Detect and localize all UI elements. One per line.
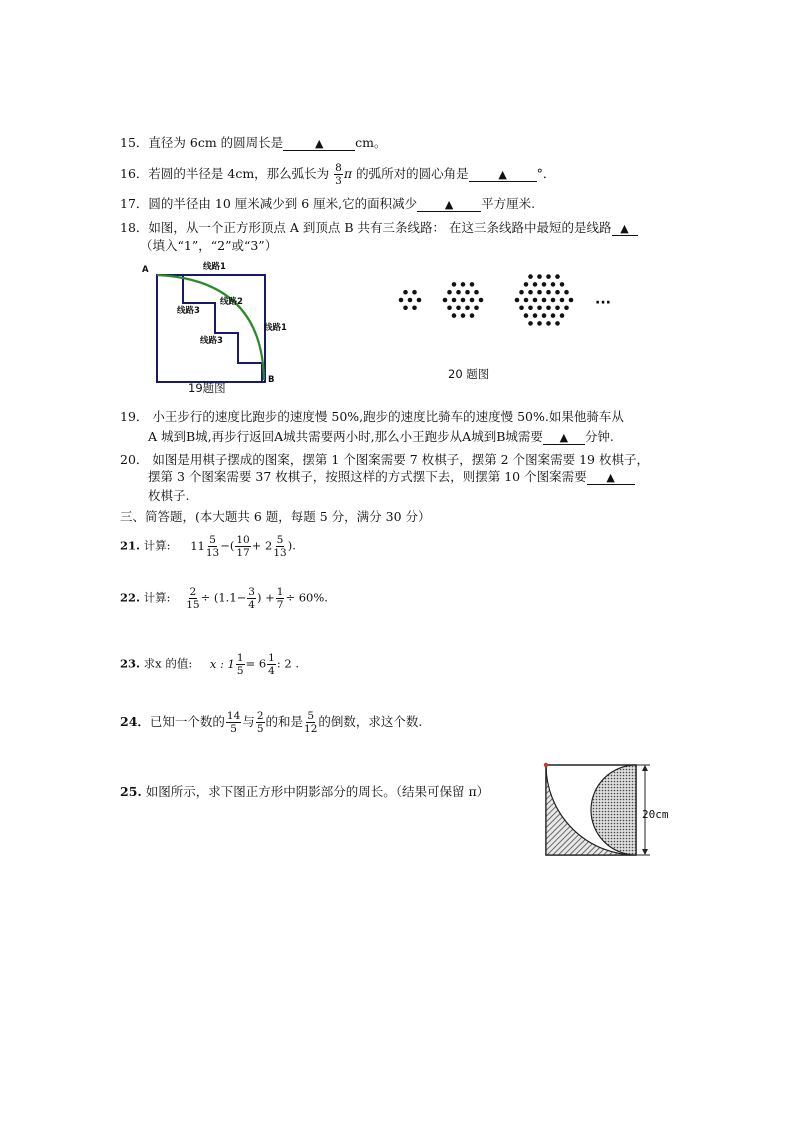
- checker-dot: [470, 282, 475, 287]
- figure-20-caption: 20 题图: [448, 367, 490, 381]
- checker-dot: [528, 290, 533, 295]
- question-15: 15．直径为 6cm 的圆周长是 ▲ cm。: [120, 135, 387, 150]
- checker-dot: [519, 290, 524, 295]
- fraction: $\frac{5}{13}$: [205, 534, 220, 559]
- question-25: 25. 如图所示，求下图正方形中阴影部分的周长。（结果可保留 π）: [120, 784, 490, 799]
- checker-dot: [470, 313, 475, 318]
- fraction: $\frac{10}{17}$: [236, 534, 250, 559]
- checker-dot: [461, 282, 466, 287]
- checker-dot: [465, 290, 470, 295]
- arc-route: [157, 275, 264, 380]
- checker-dot: [519, 306, 524, 311]
- checker-dot: [479, 298, 484, 303]
- answer-blank[interactable]: [612, 221, 638, 236]
- question-20-line3: 枚棋子.: [148, 488, 190, 503]
- question-18: 18．如图，从一个正方形顶点 A 到顶点 B 共有三条线路： 在这三条线路中最短的是线路 ▲: [120, 218, 638, 236]
- section-heading: 三、简答题，(本大题共 6 题，每题 5 分，满分 30 分）: [120, 509, 431, 524]
- fraction: $\frac{1}{7}$: [276, 586, 284, 611]
- answer-blank[interactable]: [587, 470, 635, 485]
- fraction: $\frac{5}{13}$: [273, 534, 287, 559]
- route-2-label: 线路2: [220, 297, 243, 307]
- checker-dot: [533, 282, 538, 287]
- checker-dot: [447, 306, 452, 311]
- checker-dot: [555, 290, 560, 295]
- checker-dot: [528, 321, 533, 326]
- question-20: 20． 如图是用棋子摆成的图案，摆第 1 个图案需要 7 枚棋子，摆第 2 个图案需要 19 枚棋子，: [120, 452, 649, 467]
- point-b-label: B: [268, 375, 275, 385]
- route-3-label: 线路3: [177, 306, 200, 316]
- question-19-line2: A 城到B城,再步行返回A城共需要两小时,那么小王跑步从A城到B城需要 ▲ 分钟.: [148, 429, 614, 444]
- checker-dot: [551, 282, 556, 287]
- ellipsis: ···: [595, 295, 611, 311]
- checker-dot: [399, 298, 404, 303]
- checker-dot: [524, 282, 529, 287]
- answer-blank[interactable]: [283, 136, 355, 151]
- fraction: $\frac{1}{4}$: [268, 652, 275, 677]
- answer-blank[interactable]: [417, 197, 481, 212]
- route-3-label: 线路3: [200, 336, 223, 346]
- checker-dot: [465, 306, 470, 311]
- question-21: 21. 计算: 11 $\frac{5}{13}$ −( $\frac{10}{17}$ + 2 $\frac{5}{13}$ ).: [120, 534, 296, 559]
- question-22: 22. 计算: $\frac{2}{15}$ ÷ (1.1− $\frac{3}{4}$ ) + $\frac{1}{7}$ ÷ 60%.: [120, 586, 328, 611]
- checker-dot: [528, 274, 533, 279]
- checker-dot: [537, 274, 542, 279]
- point-a-label: A: [142, 265, 149, 275]
- checker-dot: [461, 298, 466, 303]
- checker-dot: [456, 306, 461, 311]
- triangle-marker: ▲: [606, 471, 615, 484]
- fraction: $\frac{8}{3}$: [335, 162, 342, 187]
- checker-dot: [533, 298, 538, 303]
- checker-dot: [528, 306, 533, 311]
- checker-dot: [452, 282, 457, 287]
- checker-dot: [452, 298, 457, 303]
- question-19: 19． 小王步行的速度比跑步的速度慢 50%,跑步的速度比骑车的速度慢 50%.如果他骑车从: [120, 409, 624, 424]
- checker-dot: [443, 298, 448, 303]
- checker-dot: [546, 290, 551, 295]
- checker-dot: [569, 298, 574, 303]
- triangle-marker: ▲: [559, 431, 569, 444]
- question-16: 16．若圆的半径是 4cm，那么弧长为 $\frac{8}{3}$ π 的弧所对的圆心角是 ▲ °．: [120, 162, 556, 187]
- checker-dot: [537, 321, 542, 326]
- fraction: $\frac{1}{5}$: [236, 652, 244, 677]
- checker-dot: [564, 290, 569, 295]
- dimension-label: 20cm: [642, 808, 669, 821]
- checker-dot: [412, 290, 417, 295]
- checker-dot: [546, 274, 551, 279]
- route-figure: [140, 258, 290, 398]
- answer-blank[interactable]: [469, 167, 537, 182]
- checker-dot: [555, 274, 560, 279]
- checker-dot: [555, 306, 560, 311]
- checker-dot: [452, 313, 457, 318]
- fraction: $\frac{2}{15}$: [186, 586, 200, 611]
- corner-point: [544, 763, 548, 767]
- checker-dot: [551, 298, 556, 303]
- checker-dot: [560, 282, 565, 287]
- checker-dot: [403, 306, 408, 311]
- checker-dot: [524, 298, 529, 303]
- checker-dot: [555, 321, 560, 326]
- fraction: $\frac{2}{5}$: [256, 710, 264, 735]
- checker-dot: [560, 298, 565, 303]
- checker-dot: [542, 313, 547, 318]
- triangle-marker: ▲: [498, 168, 507, 181]
- checker-dot: [564, 306, 569, 311]
- checker-dot: [474, 290, 479, 295]
- checker-dot: [408, 298, 413, 303]
- checker-dot: [447, 290, 452, 295]
- checker-pattern-figure: [390, 268, 630, 338]
- checker-dot: [412, 306, 417, 311]
- checker-dot: [533, 313, 538, 318]
- question-23: 23. 求x 的值: x : 1 $\frac{1}{5}$ = 6 $\frac{1}{4}$ : 2 .: [120, 652, 299, 677]
- answer-blank[interactable]: [543, 430, 585, 445]
- square-outline: [157, 275, 265, 382]
- staircase-route: [183, 275, 262, 382]
- shaded-square-figure: [538, 756, 678, 864]
- fraction: $\frac{3}{4}$: [248, 586, 255, 611]
- checker-dot: [537, 290, 542, 295]
- checker-dot: [461, 313, 466, 318]
- checker-dot: [542, 298, 547, 303]
- checker-dot: [470, 298, 475, 303]
- checker-dot: [456, 290, 461, 295]
- checker-dot: [551, 313, 556, 318]
- triangle-marker: ▲: [444, 198, 454, 211]
- route-1-label: 线路1: [264, 323, 287, 333]
- question-20-line2: 摆第 3 个图案需要 37 枚棋子，按照这样的方式摆下去，则摆第 10 个图案需要 ▲: [148, 467, 635, 485]
- triangle-marker: ▲: [314, 137, 324, 150]
- checker-dot: [417, 298, 422, 303]
- checker-dot: [524, 313, 529, 318]
- figure-19-caption: 19题图: [188, 381, 226, 395]
- checker-dot: [474, 306, 479, 311]
- question-17: 17．圆的半径由 10 厘米减少到 6 厘米,它的面积减少 ▲ 平方厘米.: [120, 196, 536, 211]
- route-1-label: 线路1: [203, 262, 226, 272]
- checker-dot: [403, 290, 408, 295]
- checker-dot: [546, 306, 551, 311]
- checker-dot: [546, 321, 551, 326]
- checker-dot: [560, 313, 565, 318]
- question-18-hint: （填入“1”，“2”或“3”）: [140, 238, 278, 253]
- fraction: $\frac{14}{5}$: [226, 710, 241, 735]
- triangle-marker: ▲: [620, 222, 629, 235]
- checker-dot: [542, 282, 547, 287]
- checker-dot: [537, 306, 542, 311]
- checker-dot: [515, 298, 520, 303]
- fraction: $\frac{5}{12}$: [304, 710, 318, 735]
- question-24: 24．已知一个数的 $\frac{14}{5}$ 与 $\frac{2}{5}$ 的和是 $\frac{5}{12}$ 的倒数，求这个数.: [120, 710, 423, 735]
